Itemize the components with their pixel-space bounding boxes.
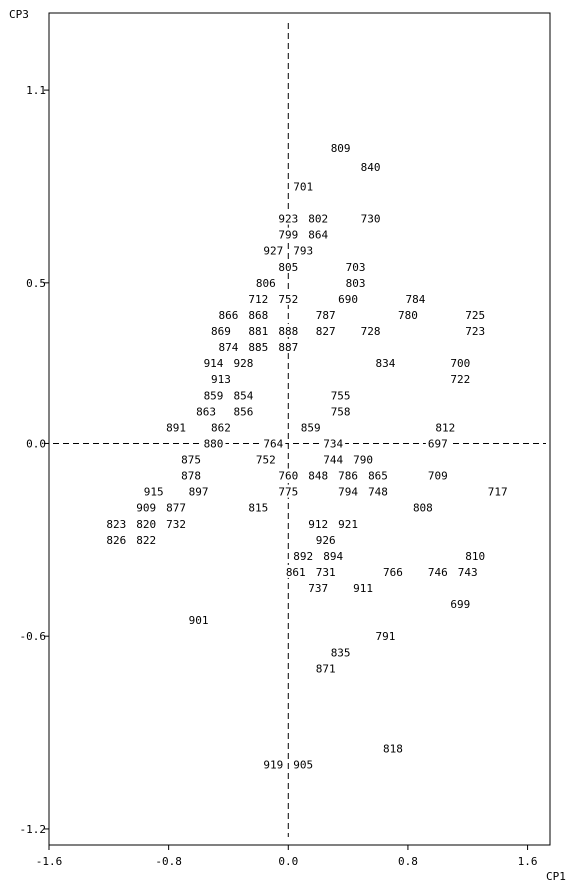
point-label: 834 <box>375 357 396 371</box>
y-tick-label: 0.5 <box>26 276 46 290</box>
point-label: 700 <box>450 357 471 371</box>
point-label: 866 <box>218 308 239 322</box>
point-label: 787 <box>315 308 336 322</box>
x-tick-label: 0.0 <box>278 855 299 868</box>
point-label: 728 <box>360 325 381 339</box>
point-label: 755 <box>330 389 351 403</box>
point-label: 878 <box>181 469 202 483</box>
point-label: 799 <box>278 228 299 242</box>
point-label: 709 <box>427 469 448 483</box>
point-label: 793 <box>293 244 314 258</box>
point-label: 874 <box>218 341 239 355</box>
point-label: 892 <box>293 549 314 563</box>
point-label: 744 <box>323 453 344 467</box>
point-label: 894 <box>323 549 344 563</box>
point-label: 919 <box>263 758 284 772</box>
point-label: 928 <box>233 357 254 371</box>
y-tick-label: -1.2 <box>19 822 46 836</box>
point-label: 881 <box>248 325 269 339</box>
point-label: 794 <box>338 485 359 499</box>
point-label: 864 <box>308 228 329 242</box>
point-label: 758 <box>330 405 351 419</box>
point-label: 712 <box>248 292 269 306</box>
point-label: 808 <box>412 501 433 515</box>
point-label: 835 <box>330 646 351 660</box>
point-label: 746 <box>427 565 448 579</box>
point-label: 880 <box>203 437 224 451</box>
point-label: 856 <box>233 405 254 419</box>
point-label: 805 <box>278 260 299 274</box>
point-label: 887 <box>278 341 299 355</box>
point-label: 723 <box>465 325 486 339</box>
point-label: 803 <box>345 276 366 290</box>
point-label: 786 <box>338 469 359 483</box>
point-label: 731 <box>315 565 336 579</box>
point-label: 823 <box>106 517 127 531</box>
point-label: 748 <box>368 485 388 499</box>
point-label: 854 <box>233 389 254 403</box>
point-label: 775 <box>278 485 299 499</box>
point-label: 725 <box>465 308 486 322</box>
point-label: 717 <box>487 485 508 499</box>
point-label: 730 <box>360 212 381 226</box>
point-label: 690 <box>338 292 359 306</box>
point-label: 859 <box>203 389 224 403</box>
point-label: 827 <box>315 325 336 339</box>
point-label: 859 <box>300 421 321 435</box>
point-label: 909 <box>136 501 157 515</box>
point-label: 848 <box>308 469 329 483</box>
point-label: 826 <box>106 533 127 547</box>
point-label: 722 <box>450 373 471 387</box>
point-label: 861 <box>285 565 306 579</box>
point-label: 734 <box>323 437 344 451</box>
point-label: 743 <box>457 565 478 579</box>
point-label: 865 <box>368 469 388 483</box>
point-label: 760 <box>278 469 299 483</box>
point-label: 802 <box>308 212 329 226</box>
y-tick-label: 0.0 <box>26 437 46 451</box>
point-label: 818 <box>383 742 403 756</box>
point-label: 875 <box>181 453 202 467</box>
x-tick-label: -1.6 <box>35 855 63 868</box>
point-label: 791 <box>375 630 396 644</box>
x-tick-label: -0.8 <box>155 855 182 868</box>
point-label: 868 <box>248 308 269 322</box>
point-label: 915 <box>143 485 164 499</box>
point-label: 752 <box>255 453 276 467</box>
x-tick-label: 1.6 <box>517 855 538 868</box>
point-label: 780 <box>397 308 418 322</box>
point-label: 809 <box>330 141 351 155</box>
point-label: 914 <box>203 357 224 371</box>
point-label: 815 <box>248 501 269 515</box>
point-label: 732 <box>166 517 187 531</box>
point-label: 891 <box>166 421 187 435</box>
point-label: 820 <box>136 517 157 531</box>
point-label: 810 <box>465 549 486 563</box>
point-label: 766 <box>383 565 403 579</box>
point-label: 703 <box>345 260 366 274</box>
point-label: 784 <box>405 292 426 306</box>
point-label: 822 <box>136 533 157 547</box>
point-label: 863 <box>196 405 216 419</box>
point-label: 923 <box>278 212 299 226</box>
point-label: 871 <box>315 662 336 676</box>
point-label: 885 <box>248 341 269 355</box>
point-label: 905 <box>293 758 314 772</box>
point-label: 927 <box>263 244 284 258</box>
point-label: 752 <box>278 292 299 306</box>
point-label: 764 <box>263 437 284 451</box>
point-label: 926 <box>315 533 336 547</box>
point-label: 888 <box>278 325 299 339</box>
point-label: 921 <box>338 517 359 531</box>
point-label: 862 <box>211 421 231 435</box>
point-label: 806 <box>255 276 276 290</box>
x-tick-label: 0.8 <box>397 855 418 868</box>
point-label: 699 <box>450 598 471 612</box>
point-label: 697 <box>427 437 448 451</box>
y-tick-label: -0.6 <box>19 630 46 644</box>
y-axis-label: CP3 <box>9 8 29 21</box>
point-labels <box>104 141 509 772</box>
point-label: 737 <box>308 582 329 596</box>
point-label: 840 <box>360 161 381 175</box>
point-label: 701 <box>293 180 314 194</box>
point-label: 912 <box>308 517 329 531</box>
point-label: 869 <box>211 325 231 339</box>
point-label: 911 <box>353 582 373 596</box>
x-axis-label: CP1 <box>546 870 566 883</box>
y-tick-label: 1.1 <box>26 84 46 98</box>
point-label: 790 <box>353 453 373 467</box>
point-label: 901 <box>188 614 209 628</box>
point-label: 897 <box>188 485 209 499</box>
point-label: 812 <box>435 421 456 435</box>
point-label: 913 <box>211 373 231 387</box>
point-label: 877 <box>166 501 187 515</box>
